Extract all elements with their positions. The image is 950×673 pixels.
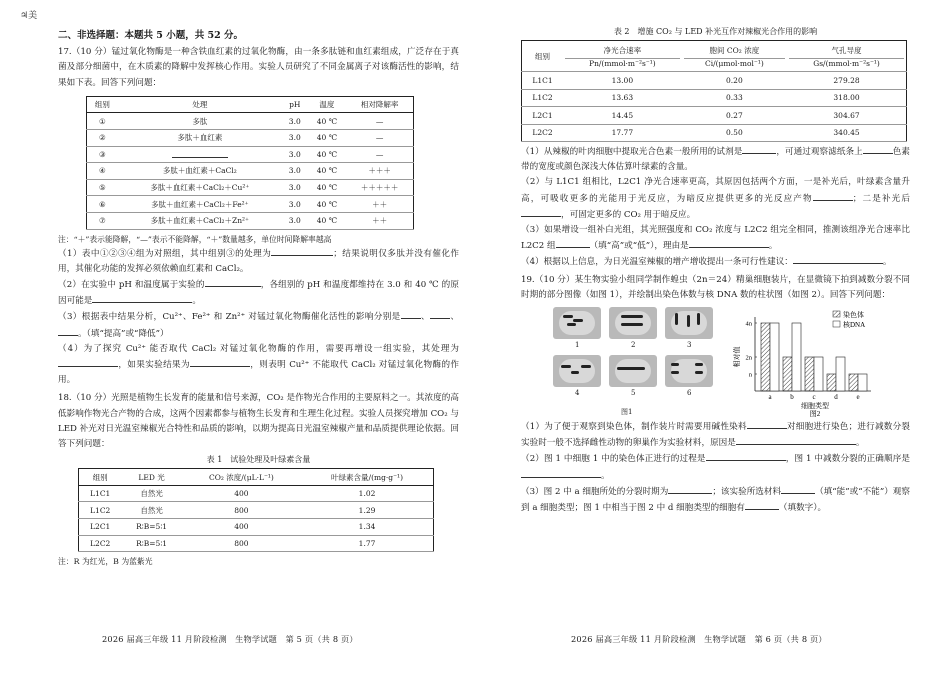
answer-blank[interactable] <box>172 148 228 158</box>
table2-row <box>522 107 907 125</box>
table2-header-unit: Gs/(mmol·m⁻²s⁻¹) <box>789 58 904 68</box>
q17-table-header-cell: 处理 <box>118 96 282 113</box>
table2-header-cell <box>563 41 682 72</box>
q17-table-cell: 40 ℃ <box>308 130 347 147</box>
chromosome <box>621 323 643 326</box>
chromosome <box>617 367 645 370</box>
q17-table-header-cell: 温度 <box>308 96 347 113</box>
chromosome <box>563 315 573 318</box>
q17-note: 注：“＋”表示能降解，“—”表示不能降解，“＋”数量越多，单位时间降解率越高 <box>58 234 332 244</box>
q17-table-cell: 3.0 <box>282 163 307 180</box>
section-title: 二、非选择题：本题共 5 小题，共 52 分。 <box>58 30 244 41</box>
x-tick-label: a <box>768 393 772 402</box>
bar-dna-b <box>792 323 801 391</box>
q18-table2 <box>521 40 907 142</box>
table2-header-title: 胞间 CO₂ 浓度 <box>709 45 760 55</box>
bar-chromosome-a <box>761 323 770 391</box>
q19-sub2: （2）图 1 中细胞 1 中的染色体正进行的过程是 ，图 1 中减数分裂的正确顺序是。 <box>521 451 910 483</box>
table2-cell: L2C2 <box>522 124 564 142</box>
q17-sub3: （3）根据表中结果分析，Cu²⁺、Fe²⁺ 和 Zn²⁺ 对锰过氧化物酶催化活性的影响分别是 、 、。（填“提高”或“降低”） <box>58 309 459 341</box>
answer-blank[interactable] <box>521 207 561 217</box>
q17-table-cell: ④ <box>87 163 118 180</box>
q18-sub2: （2）与 L1C1 组相比，L2C1 净光合速率更高，其原因包括两个方面，一是补光后，叶绿素含量升高，可吸收更多的光能用于光反应，为暗反应提供更多的光反应产物 ；二是补光后，可固定更多的 CO₂ 用于暗反应。 <box>521 177 910 220</box>
q19-sub3: （3）图 2 中 a 细胞所处的分裂时期为 ；该实验所选材料 （填“能”或“不能”）观察到 a 细胞类型；图 1 中相当于图 2 中 d 细胞类型的细胞有 （填数字）。 <box>521 484 910 516</box>
table1-cell: 1.77 <box>301 535 433 552</box>
answer-blank[interactable] <box>793 254 883 264</box>
table2-row <box>522 72 907 90</box>
table1-row <box>79 502 434 519</box>
chromosome <box>561 365 571 368</box>
table1-row <box>79 485 434 502</box>
figure-1-label: 图1 <box>621 408 633 417</box>
answer-blank[interactable] <box>863 144 893 154</box>
x-tick-label: e <box>856 393 860 402</box>
q17-table-row <box>87 212 414 229</box>
chromosome <box>567 323 576 326</box>
q18-table1 <box>78 468 434 552</box>
table1-cell: L2C2 <box>79 535 122 552</box>
table1-cell: 1.02 <box>301 485 433 502</box>
table1-cell: 400 <box>182 518 301 535</box>
micrograph-number: 2 <box>631 341 636 350</box>
answer-blank[interactable] <box>813 191 853 201</box>
answer-blank[interactable] <box>742 144 776 154</box>
chromosome <box>581 365 591 368</box>
table2-cell: 0.50 <box>682 124 787 142</box>
q17-table-cell: 多肽＋血红素＋CaCl₂＋Zn²⁺ <box>118 212 282 229</box>
micrograph-cell-6 <box>665 355 713 387</box>
bar-chromosome-c <box>805 357 814 391</box>
q18-sub3: （3）如果增设一组补白光组，其光照强度和 CO₂ 浓度与 L2C2 组完全相同，推测该组净光合速率比 L2C2 组 （填“高”或“低”），理由是 。 <box>521 225 910 252</box>
table1-header-cell: 组别 <box>79 469 122 486</box>
answer-blank[interactable] <box>401 309 421 319</box>
q17-table-cell: ＋＋＋＋＋ <box>346 179 413 196</box>
q17-table-cell: 40 ℃ <box>308 196 347 213</box>
table2-header-title: 净光合速率 <box>603 45 642 55</box>
table1-header-cell: 叶绿素含量/(mg·g⁻¹) <box>301 469 433 486</box>
q18-sub1: （1）从辣椒的叶肉细胞中提取光合色素一般所用的试剂是 ，可通过观察滤纸条上 色素带的宽度或颜色深浅大体估算叶绿素的含量。 <box>521 144 910 175</box>
chromosome <box>687 315 690 327</box>
table1-row <box>79 535 434 552</box>
micrograph-number: 6 <box>687 389 692 398</box>
table2-cell: 14.45 <box>563 107 682 125</box>
table1-cell: 400 <box>182 485 301 502</box>
q17-sub1: （1）表中①②③④组为对照组，其中组别③的处理为 ；结果说明仅多肽并没有催化作用，其催化功能的发挥必须依赖血红素和 CaCl₂。 <box>58 246 459 277</box>
table2-caption: 表 2 增施 CO₂ 与 LED 补光互作对辣椒光合作用的影响 <box>613 27 818 36</box>
y-tick-label: 4n <box>745 320 752 328</box>
q17-table-row <box>87 179 414 196</box>
q17-table-row <box>87 113 414 130</box>
answer-blank[interactable] <box>271 246 333 256</box>
q17-table-cell: ① <box>87 113 118 130</box>
q17-table-header-cell: 相对降解率 <box>346 96 413 113</box>
table2-cell: 304.67 <box>787 107 906 125</box>
q19-figures <box>521 307 910 417</box>
q17-table-cell: 多肽 <box>118 113 282 130</box>
table2-cell: L2C1 <box>522 107 564 125</box>
answer-blank[interactable] <box>668 484 712 494</box>
table2-cell: L1C2 <box>522 89 564 107</box>
y-tick-label: n <box>748 371 752 379</box>
q17-table-row <box>87 146 414 163</box>
bar-dna-a <box>770 323 779 391</box>
table1-cell: R∶B=5∶1 <box>121 518 181 535</box>
micrograph-number: 5 <box>631 389 636 398</box>
q17-table-header-row <box>87 96 414 113</box>
chromosome <box>573 319 583 322</box>
table2-cell: 0.33 <box>682 89 787 107</box>
q17-table-row <box>87 130 414 147</box>
q17-table-cell: 3.0 <box>282 130 307 147</box>
chromosome <box>671 371 679 374</box>
q17-table-header-cell: 组别 <box>87 96 118 113</box>
table2-header-cell <box>522 41 564 72</box>
q17-table-cell: 40 ℃ <box>308 212 347 229</box>
table1-header-row <box>79 469 434 486</box>
q17-table-row <box>87 163 414 180</box>
q17-table-header-cell: pH <box>282 96 307 113</box>
q17-table-cell: ⑦ <box>87 212 118 229</box>
table1-note: 注：R 为红光，B 为蓝紫光 <box>58 557 153 567</box>
answer-blank[interactable] <box>190 357 250 367</box>
q17-table-cell: 40 ℃ <box>308 146 347 163</box>
q17-table-cell: 40 ℃ <box>308 113 347 130</box>
figure-1-micrographs <box>553 307 723 417</box>
chromosome <box>571 371 579 374</box>
table2-row <box>522 124 907 142</box>
q17-table-cell: — <box>346 113 413 130</box>
table1-cell: L1C2 <box>79 502 122 519</box>
q17-table-cell: ⑤ <box>87 179 118 196</box>
table2-row <box>522 89 907 107</box>
answer-blank[interactable] <box>745 500 779 510</box>
answer-blank[interactable] <box>781 484 815 494</box>
q17-table-cell: 多肽＋血红素＋CaCl₂＋Cu²⁺ <box>118 179 282 196</box>
bar-chromosome-d <box>827 374 836 391</box>
table2-header-unit: Pn/(mmol·m⁻²s⁻¹) <box>565 58 680 68</box>
right-footer: 2026 届高三年级 11 月阶段检测 生物学试题 第 6 页（共 8 页） <box>571 634 827 644</box>
bar-chromosome-b <box>783 357 792 391</box>
legend-swatch-dna <box>833 321 840 327</box>
q17-table-cell: 3.0 <box>282 196 307 213</box>
legend-label: 核DNA <box>843 321 866 330</box>
right-page <box>475 0 950 673</box>
q17-table-cell: 40 ℃ <box>308 179 347 196</box>
table2-cell: 340.45 <box>787 124 906 142</box>
x-tick-label: b <box>790 393 794 402</box>
answer-blank[interactable] <box>521 468 601 478</box>
table2-cell: 318.00 <box>787 89 906 107</box>
table1-cell: L1C1 <box>79 485 122 502</box>
chromosome <box>675 313 678 325</box>
q17-table-cell: ＋＋ <box>346 196 413 213</box>
table1-cell: 自然光 <box>121 485 181 502</box>
table1-row <box>79 518 434 535</box>
y-axis-label: 相对值 <box>733 346 741 368</box>
chromosome <box>671 363 679 366</box>
corner-mark: ♃美 <box>20 11 38 21</box>
table2-cell: 0.20 <box>682 72 787 90</box>
figure-2-label: 图2 <box>809 410 821 418</box>
table1-cell: L2C1 <box>79 518 122 535</box>
q17-table-cell: 3.0 <box>282 212 307 229</box>
q17-table-cell: 3.0 <box>282 113 307 130</box>
table2-cell: 13.00 <box>563 72 682 90</box>
x-tick-label: c <box>812 393 816 402</box>
bar-dna-d <box>836 357 845 391</box>
table2-cell: 279.28 <box>787 72 906 90</box>
answer-blank[interactable] <box>430 309 450 319</box>
chromosome <box>695 363 703 366</box>
bar-chromosome-e <box>849 374 858 391</box>
answer-blank[interactable] <box>58 326 78 336</box>
table1-cell: 自然光 <box>121 502 181 519</box>
table2-header-row <box>522 41 907 72</box>
micrograph-cell-4 <box>553 355 601 387</box>
micrograph-cell-1 <box>553 307 601 339</box>
figure-2-chart <box>731 307 901 417</box>
micrograph-cell-5 <box>609 355 657 387</box>
q17-sub4: （4）为了探究 Cu²⁺ 能否取代 CaCl₂ 对锰过氧化物酶的作用，需要再增设一组实验，其处理为，如果实验结果为 ，则表明 Cu²⁺ 不能取代 CaCl₂ 对锰过氧化物酶的作用。 <box>58 343 459 386</box>
q17-table-cell: ＋＋ <box>346 212 413 229</box>
q18-intro: 18.（10 分）光照是植物生长发育的能量和信号来源，CO₂ 是作物光合作用的主要原料之一。其浓度的高低影响作物光合产物的合成，这两个因素都参与植物生长发育和生理生化过程。实验人员探究增加 CO₂ 与 LED 补光对日光温室辣椒光合特性和品质的影响，以期为提高日光温室辣椒产量和品质提供理论依据。回答下列问题： <box>58 393 459 449</box>
q19-sub1: （1）为了便于观察到染色体，制作装片时需要用碱性染料 对细胞进行染色；进行减数分裂实验时一般不选择雌性动物的卵巢作为实验材料，原因是 。 <box>521 419 910 451</box>
q17-table-cell: 3.0 <box>282 179 307 196</box>
q17-table-cell: ＋＋＋ <box>346 163 413 180</box>
q19-intro: 19.（10 分）某生物实验小组同学制作蝗虫（2n＝24）精巢细胞装片，在显微镜下拍到减数分裂不同时期的部分图像（如图 1），并绘制出染色体数与核 DNA 数的柱状图（如图 2）。回答下列问题： <box>521 274 910 300</box>
table1-header-cell: LED 光 <box>121 469 181 486</box>
q17-table-cell: ⑥ <box>87 196 118 213</box>
answer-blank[interactable] <box>205 277 261 287</box>
answer-blank[interactable] <box>736 435 856 445</box>
table2-cell: 17.77 <box>563 124 682 142</box>
q17-table-cell: 多肽＋血红素＋CaCl₂ <box>118 163 282 180</box>
x-tick-label: d <box>834 393 838 402</box>
micrograph-cell-2 <box>609 307 657 339</box>
q17-table-row <box>87 196 414 213</box>
q17-table-cell: 3.0 <box>282 146 307 163</box>
legend-label: 染色体 <box>843 311 864 320</box>
micrograph-number: 3 <box>687 341 692 350</box>
table2-header-title: 气孔导度 <box>831 45 862 55</box>
answer-blank[interactable] <box>556 238 590 248</box>
q17-table-cell: — <box>346 146 413 163</box>
chromosome <box>697 313 700 325</box>
answer-blank[interactable] <box>706 451 786 461</box>
table1-caption: 表 1 试验处理及叶绿素含量 <box>206 455 311 465</box>
table2-header-title: 组别 <box>535 51 551 61</box>
q17-intro: 17.（10 分）锰过氧化物酶是一种含铁血红素的过氧化物酶，由一条多肽链和血红素组成，广泛存在于真菌及部分细菌中，在木质素的降解中发挥核心作用。实验人员研究了不同金属离子对该酶活性的影响，结果如下表。回答下列问题： <box>58 47 459 88</box>
y-tick-label: 2n <box>745 354 752 362</box>
q17-table-cell: ③ <box>87 146 118 163</box>
table2-header-cell <box>787 41 906 72</box>
table2-cell: 13.63 <box>563 89 682 107</box>
table1-cell: 800 <box>182 535 301 552</box>
legend-swatch-chromosome <box>833 311 840 317</box>
q17-sub2: （2）在实验中 pH 和温度属于实验的 ，各组别的 pH 和温度都维持在 3.0 和 40 ℃ 的原因可能是 。 <box>58 277 459 309</box>
cell-body <box>615 359 651 383</box>
table1-cell: 800 <box>182 502 301 519</box>
table2-header-cell <box>682 41 787 72</box>
answer-blank[interactable] <box>689 238 769 248</box>
answer-blank[interactable] <box>58 357 118 367</box>
chromosome <box>621 315 643 318</box>
bar-dna-e <box>858 374 867 391</box>
q17-table-cell: — <box>346 130 413 147</box>
bar-dna-c <box>814 357 823 391</box>
table2-cell: L1C1 <box>522 72 564 90</box>
x-axis-label: 细胞类型 <box>801 402 829 411</box>
table1-cell: 1.29 <box>301 502 433 519</box>
table1-cell: 1.34 <box>301 518 433 535</box>
micrograph-number: 1 <box>575 341 580 350</box>
q17-table-cell: 多肽＋血红素 <box>118 130 282 147</box>
q17-table-cell: 多肽＋血红素＋CaCl₂＋Fe²⁺ <box>118 196 282 213</box>
q17-table <box>86 96 414 230</box>
q18-sub4: （4）根据以上信息，为日光温室辣椒的增产增收提出一条可行性建议： 。 <box>521 254 910 270</box>
left-footer: 2026 届高三年级 11 月阶段检测 生物学试题 第 5 页（共 8 页） <box>102 634 358 644</box>
table2-cell: 0.27 <box>682 107 787 125</box>
answer-blank[interactable] <box>92 293 192 303</box>
answer-blank[interactable] <box>747 419 787 429</box>
table1-cell: R∶B=5∶1 <box>121 535 181 552</box>
q17-table-cell: 40 ℃ <box>308 163 347 180</box>
chromosome <box>695 371 703 374</box>
table2-header-unit: Ci/(μmol·mol⁻¹) <box>684 58 785 68</box>
micrograph-number: 4 <box>575 389 580 398</box>
q17-table-cell: ② <box>87 130 118 147</box>
q17-table-cell <box>118 146 282 163</box>
micrograph-cell-3 <box>665 307 713 339</box>
table1-header-cell: CO₂ 浓度/(μL·L⁻¹) <box>182 469 301 486</box>
